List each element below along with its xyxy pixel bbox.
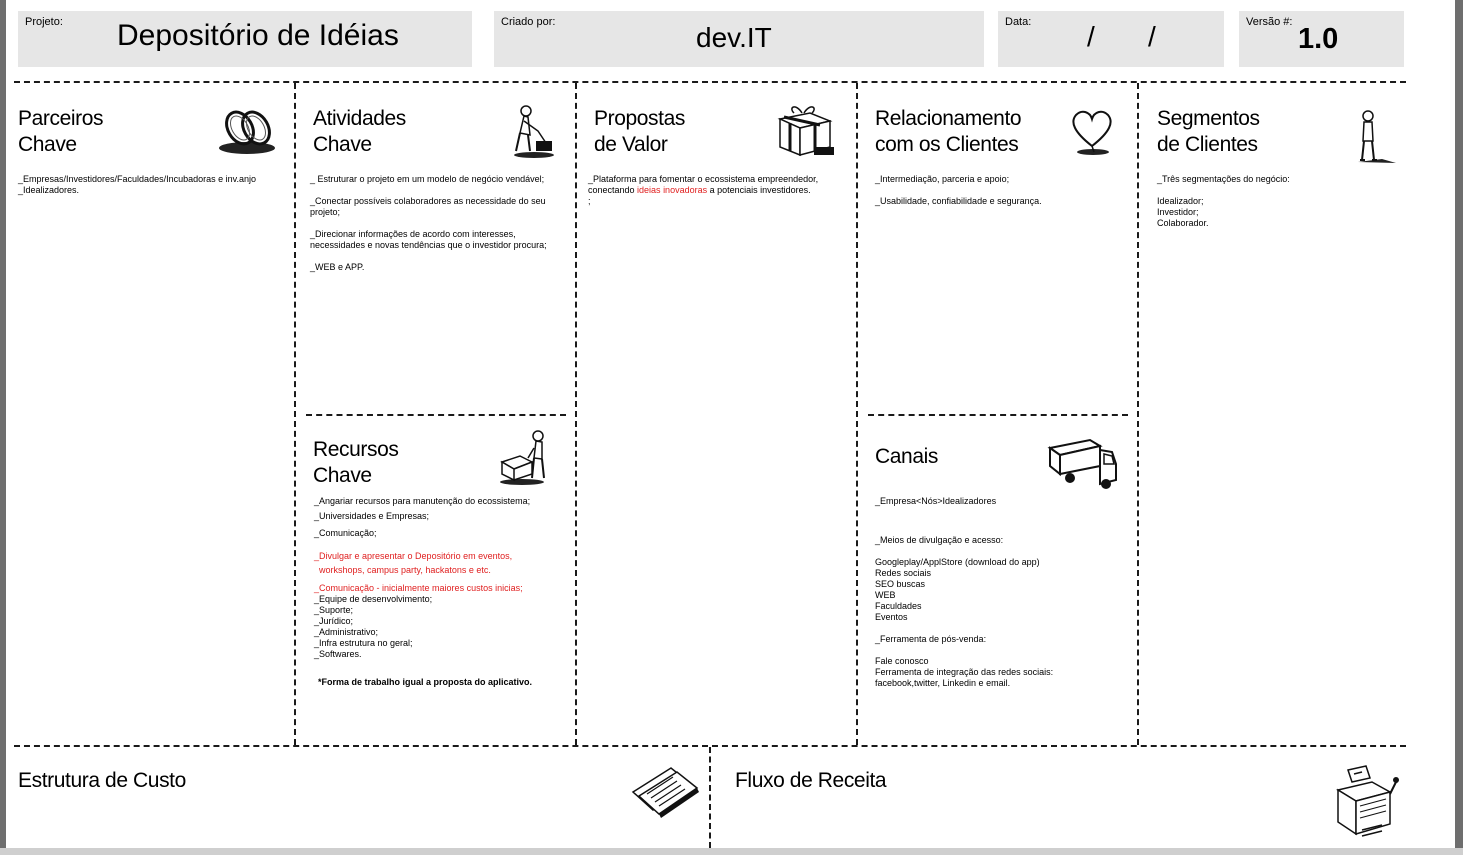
list-item: _Intermediação, parceria e apoio; — [875, 174, 1010, 184]
date-slash-2: / — [1148, 21, 1156, 52]
value-propositions-body — [588, 174, 818, 207]
list-item: WEB — [875, 590, 896, 600]
list-item: workshops, campus party, hackatons e etc. — [319, 565, 491, 575]
documents-icon — [631, 764, 701, 818]
project-name: Depositório de Idéias — [117, 19, 399, 52]
list-item: _Angariar recursos para manutenção do ecossistema; — [314, 496, 531, 506]
list-item: _Três segmentações do negócio: — [1157, 174, 1290, 184]
gift-icon — [774, 101, 836, 159]
list-item: _Equipe de desenvolvimento; — [314, 594, 433, 604]
channels-title: Canais — [875, 445, 938, 468]
key-resources-body — [314, 496, 574, 688]
list-item: Eventos — [875, 612, 908, 622]
list-item: _Softwares. — [314, 649, 362, 659]
channels-body — [875, 496, 1053, 689]
revenue-streams-title: Fluxo de Receita — [735, 769, 887, 792]
customer-segments-body — [1157, 174, 1290, 229]
list-item: _Jurídico; — [314, 616, 354, 626]
canvas-page — [6, 0, 1455, 848]
list-item: _Comunicação; — [314, 528, 377, 538]
worker-icon — [506, 103, 556, 159]
list-item: _Plataforma para fomentar o ecossistema empreendedor, — [588, 174, 819, 184]
version-box — [1239, 11, 1404, 67]
list-item: Colaborador. — [1157, 218, 1209, 228]
date-box — [998, 11, 1224, 67]
list-item: Fale conosco — [875, 656, 929, 666]
divider-v3 — [856, 83, 858, 745]
list-item: _Direcionar informações de acordo com interesses, necessidades e novas tendências que o investidor procura; — [310, 229, 547, 250]
window-bottom-edge — [0, 848, 1463, 855]
divider-v4 — [1137, 83, 1139, 745]
list-item: conectando ideias inovadoras a potenciais investidores. — [588, 185, 811, 195]
list-item: Investidor; — [1157, 207, 1199, 217]
list-item: SEO buscas — [875, 579, 926, 589]
project-label: Projeto: — [25, 16, 63, 28]
list-item: _Administrativo; — [314, 627, 379, 637]
date-slash-1: / — [1087, 21, 1095, 52]
list-item: _Empresa<Nós>Idealizadores — [875, 496, 997, 506]
list-item: _Usabilidade, confiabilidade e segurança. — [875, 196, 1042, 206]
key-partners-body — [18, 174, 256, 196]
divider-activities-resources — [306, 414, 566, 416]
list-item: Ferramenta de integração das redes sociais: — [875, 667, 1054, 677]
list-item: _Universidades e Empresas; — [314, 511, 430, 521]
project-box — [18, 11, 472, 67]
highlight-text: ideias inovadoras — [637, 185, 708, 195]
cash-register-icon — [1332, 764, 1400, 844]
divider-cost-revenue — [709, 747, 711, 848]
divider-v2 — [575, 83, 577, 745]
version-label: Versão #: — [1246, 16, 1293, 28]
key-activities-title: Atividades Chave — [313, 107, 406, 156]
cost-structure-title: Estrutura de Custo — [18, 769, 186, 792]
list-item: ; — [588, 196, 591, 206]
list-item: Faculdades — [875, 601, 922, 611]
divider-relationships-channels — [868, 414, 1128, 416]
list-item: Redes sociais — [875, 568, 932, 578]
key-partners-title: Parceiros Chave — [18, 107, 104, 156]
date-label: Data: — [1005, 16, 1032, 28]
list-item: _Divulgar e apresentar o Depositório em eventos, — [314, 551, 513, 561]
list-item: Googleplay/ApplStore (download do app) — [875, 557, 1040, 567]
list-item: _ Estruturar o projeto em um modelo de negócio vendável; — [310, 174, 545, 184]
divider-top — [14, 81, 1406, 83]
rings-icon — [216, 104, 278, 156]
created-by-label: Criado por: — [501, 16, 556, 28]
list-item: _Idealizadores. — [18, 185, 80, 195]
list-item: _Comunicação - inicialmente maiores custos inicias; — [314, 583, 523, 593]
truck-icon — [1046, 436, 1120, 492]
list-item: _Empresas/Investidores/Faculdades/Incubadoras e inv.anjo — [18, 174, 256, 184]
key-resources-title: Recursos Chave — [313, 438, 399, 487]
list-item: facebook,twitter, Linkedin e email. — [875, 678, 1011, 688]
note-text: *Forma de trabalho igual a proposta do aplicativo. — [318, 677, 533, 687]
customer-segments-title: Segmentos de Clientes — [1157, 107, 1260, 156]
heart-icon — [1068, 106, 1116, 156]
customer-relationships-body — [875, 174, 1042, 218]
key-activities-body — [310, 174, 572, 284]
divider-v1 — [294, 83, 296, 745]
person-icon — [1352, 107, 1398, 165]
list-item: _Meios de divulgação e acesso: — [875, 535, 1004, 545]
list-item: _WEB e APP. — [310, 262, 365, 272]
customer-relationships-title: Relacionamento com os Clientes — [875, 107, 1022, 156]
list-item: _Conectar possíveis colaboradores as necessidade do seu projeto; — [310, 196, 546, 217]
created-by-value: dev.IT — [696, 22, 772, 53]
list-item: _Suporte; — [314, 605, 354, 615]
list-item: Idealizador; — [1157, 196, 1204, 206]
list-item: _Ferramenta de pós-venda: — [875, 634, 987, 644]
list-item: _Infra estrutura no geral; — [314, 638, 413, 648]
created-by-box — [494, 11, 984, 67]
value-propositions-title: Propostas de Valor — [594, 107, 685, 156]
forklift-icon — [498, 428, 554, 486]
version-value: 1.0 — [1298, 23, 1339, 55]
